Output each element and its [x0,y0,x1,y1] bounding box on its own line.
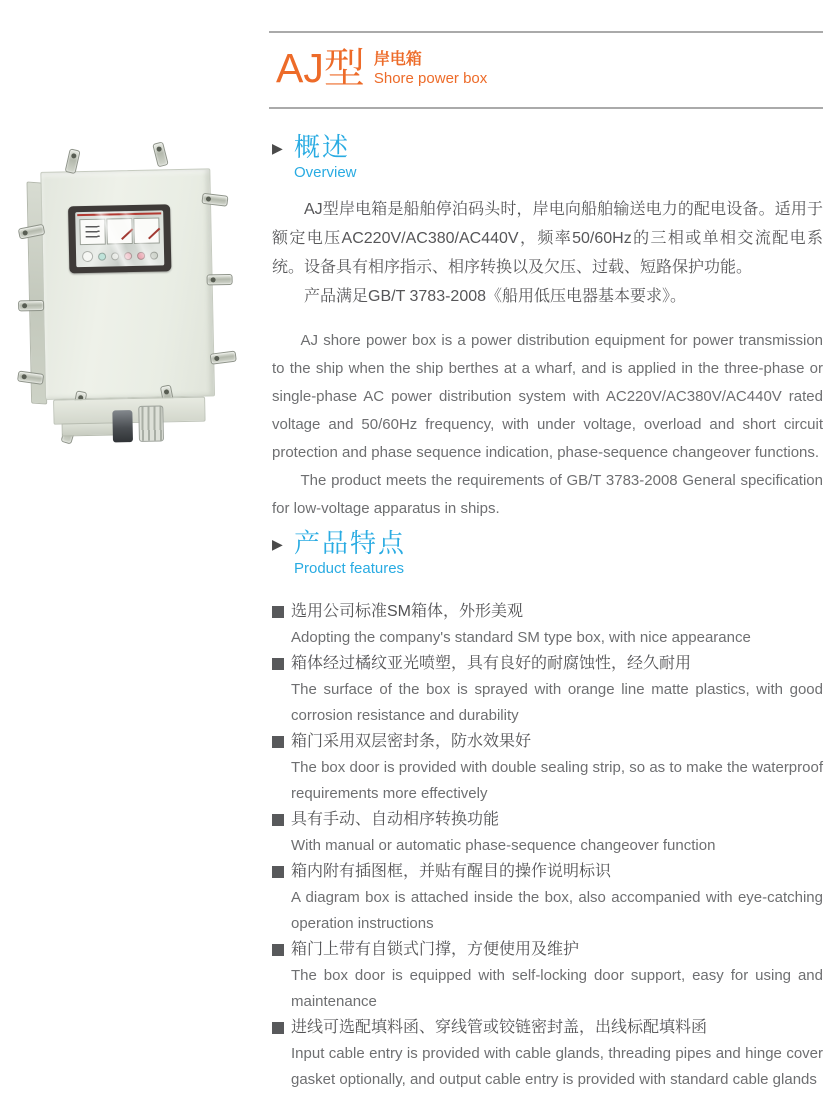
bullet-square-icon [272,1022,284,1034]
overview-heading-zh: 概述 [294,132,351,162]
feature-zh [272,807,823,833]
frequency-meter [133,217,160,244]
door-latch [17,370,44,384]
product-model: AJ型 [276,45,365,91]
product-title-block [276,44,487,92]
product-title-sub [374,44,487,88]
feature-zh-text: 进线可选配填料函、穿线管或铰链密封盖，出线标配填料函 [291,1019,708,1036]
feature-zh-text: 具有手动、自动相序转换功能 [291,811,500,828]
product-title-en: Shore power box [373,70,488,87]
feature-en: The box door is equipped with self-locking door support, easy for using and maintenance [291,967,823,1010]
section-arrow-icon: ▶ [272,536,283,552]
voltmeter [79,219,106,246]
features-heading-zh: 产品特点 [294,528,407,558]
feature-zh [272,859,823,885]
ammeter [106,218,133,245]
panel-red-stripe [77,212,161,216]
features-list [272,599,823,1093]
list-item [272,599,823,651]
meter-needle [121,228,133,240]
feature-en: The surface of the box is sprayed with orange line matte plastics, with good corrosion resistance and durability [291,681,823,724]
overview-heading [272,132,823,182]
bullet-square-icon [272,658,284,670]
bullet-square-icon [272,606,284,618]
feature-en: The box door is provided with double sealing strip, so as to make the waterproof requirements more effectively [291,759,823,802]
indicator-lights [82,249,158,262]
cable-gland [112,410,133,442]
cable-gland [138,405,164,442]
indicator-light [124,252,132,260]
list-item [272,1015,823,1093]
door-latch [18,300,44,312]
overview-paragraph-zh: AJ型岸电箱是船舶停泊码头时，岸电向船舶输送电力的配电设备。适用于额定电压AC220V/AC380/AC440V，频率50/60Hz的三相或单相交流配电系统。设备具有相序指示、相序转换以及欠压、过载、短路保护功能。 [272,201,823,276]
list-item [272,859,823,937]
indicator-light [98,252,106,260]
feature-zh-text: 箱内附有插图框，并贴有醒目的操作说明标识 [291,863,612,880]
indicator-light [150,251,158,259]
features-section [272,528,823,1093]
indicator-light [137,251,145,259]
feature-zh-text: 选用公司标准SM箱体，外形美观 [291,603,524,620]
indicator-light [111,252,119,260]
list-item [272,937,823,1015]
list-item [272,807,823,859]
feature-zh-text: 箱门采用双层密封条，防水效果好 [291,733,532,750]
feature-zh [272,729,823,755]
bullet-square-icon [272,944,284,956]
box-door [40,168,215,400]
divider-title [269,107,823,109]
door-latch [207,274,233,286]
feature-zh [272,599,823,625]
feature-zh-text: 箱体经过橘纹亚光喷塑，具有良好的耐腐蚀性，经久耐用 [291,655,692,672]
meter-row [79,217,160,245]
list-item [272,651,823,729]
feature-zh [272,651,823,677]
bullet-square-icon [272,736,284,748]
product-photo [8,140,260,458]
bullet-square-icon [272,866,284,878]
feature-en: A diagram box is attached inside the box, also accompanied with eye-catching operation instructions [291,889,823,932]
overview-section [272,132,823,523]
feature-zh [272,937,823,963]
meter-needle [148,228,160,240]
door-latch [152,141,169,167]
features-heading-en: Product features [294,560,405,577]
overview-paragraph-zh: 产品满足GB/T 3783-2008《船用低压电器基本要求》。 [304,288,687,305]
feature-zh-text: 箱门上带有自锁式门撑，方便使用及维护 [291,941,580,958]
door-latch [210,351,237,365]
section-arrow-icon: ▶ [272,140,283,156]
feature-en: Input cable entry is provided with cable glands, threading pipes and hinge cover gasket optionally, and output cable entry is provided with standard cable glands [291,1045,823,1088]
overview-paragraph-en: AJ shore power box is a power distribution equipment for power transmission to the ship when the ship berthes at a wharf, and is applied in the three-phase or single-phase AC power distribution system with AC220V/AC380V/AC440V rated voltage and 50/60Hz frequency, with under voltage, overload and short circuit protection and phase sequence indication, phase-sequence changeover functions. [272,332,823,461]
divider-top [269,31,823,33]
meter-window [68,204,171,273]
features-heading [272,528,823,578]
feature-zh [272,1015,823,1041]
overview-heading-en: Overview [294,164,357,181]
indicator-light [82,251,93,262]
list-item [272,729,823,807]
shore-power-box [5,137,264,460]
feature-en: With manual or automatic phase-sequence changeover function [291,837,716,854]
bullet-square-icon [272,814,284,826]
feature-en: Adopting the company's standard SM type box, with nice appearance [291,629,751,646]
window-glass [75,210,164,267]
overview-paragraph-en: The product meets the requirements of GB/T 3783-2008 General specification for low-voltage apparatus in ships. [272,472,823,517]
product-title-zh: 岸电箱 [373,51,422,68]
